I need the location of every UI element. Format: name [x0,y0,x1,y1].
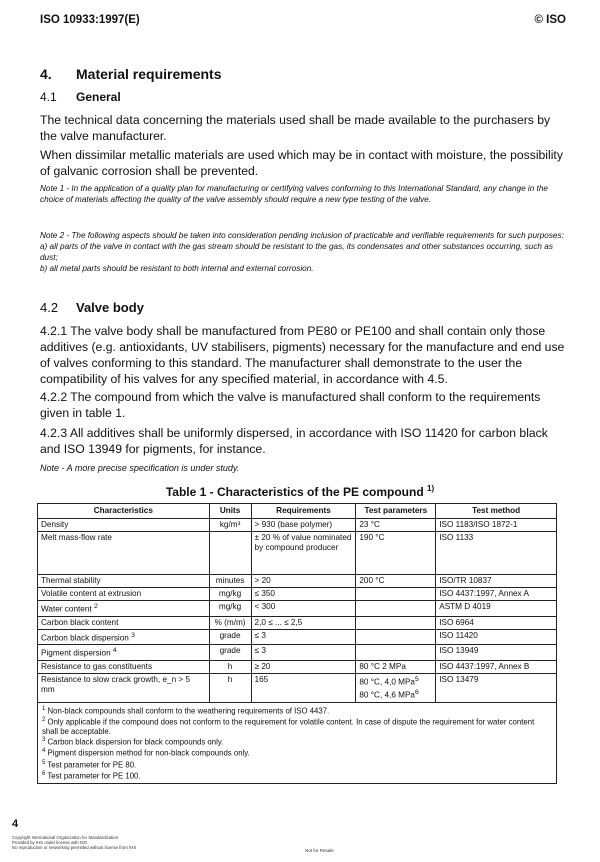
cell-units [209,616,251,629]
characteristic-text: Carbon black content [41,617,119,627]
characteristic-text: Carbon black dispersion [41,633,129,643]
table-row [38,629,557,645]
cell-characteristic [38,588,210,601]
method-text: ISO 13949 [439,646,479,656]
cell-units [209,601,251,617]
cell-requirement [251,674,356,702]
footnote-mark: 2 [93,603,98,610]
page-number: 4 [12,818,19,830]
params-text: 200 °C [359,576,385,585]
units-text: kg/m³ [219,520,241,529]
cell-test-method [436,661,557,674]
params-text: 190 °C [359,533,385,542]
table-row [38,575,557,588]
cell-test-parameters [356,616,436,629]
units-text: minutes [215,576,245,585]
method-text: ISO/TR 10837 [439,576,492,585]
table-header-row [38,504,557,519]
header-test-parameters: Test parameters [356,504,436,519]
cell-requirement [251,588,356,601]
cell-characteristic [38,661,210,674]
requirement-text: ≥ 20 [254,662,271,672]
section-number: 4. [40,66,52,82]
cell-units [209,674,251,702]
table-caption-footnote-mark: 1) [427,484,435,493]
cell-units [209,588,251,601]
footnote-mark: 3 [42,737,46,744]
note-2 [40,230,570,274]
section-number: 4.2 [40,300,59,315]
characteristic-text: Thermal stability [41,576,101,585]
requirement-text: < 300 [254,602,276,611]
cell-units [209,519,251,532]
cell-characteristic [38,629,210,645]
cell-characteristic [38,645,210,661]
cell-test-parameters [356,629,436,645]
cell-test-parameters [356,674,436,702]
copyright-mark: © ISO [534,14,566,26]
cell-characteristic [38,674,210,702]
cell-requirement [251,629,356,645]
footnote-mark: 2 [42,716,46,723]
method-text: ASTM D 4019 [439,602,491,611]
method-text: ISO 13479 [439,675,479,685]
note-1: Note 1 - In the application of a quality plan for manufacturing or certifying valves conforming to this International Standard, any change in the choice of materials affecting the quality of the valve assembly should require a new type testing of the valve. [40,184,548,204]
cell-test-method [436,601,557,617]
footnote-mark: 4 [42,748,46,755]
footnote-2 [42,716,552,737]
footnote-1 [42,705,552,716]
method-text: ISO 6964 [439,617,474,627]
note-under-study: Note - A more precise specification is under study. [40,463,240,473]
cell-requirement [251,661,356,674]
cell-units [209,532,251,575]
characteristic-text: Volatile content at extrusion [41,589,142,598]
cell-test-method [436,519,557,532]
units-text: h [227,675,233,685]
characteristic-text: Water content [41,604,92,614]
cell-test-parameters [356,532,436,575]
paragraph-4-2-2: 4.2.2 The compound from which the valve is manufactured shall conform to the requirements given in table 1. [40,390,541,420]
cell-characteristic [38,575,210,588]
footnote-mark: 5 [42,759,46,766]
params-text: 80 °C, 4,0 MPa [359,677,415,687]
cell-requirement [251,575,356,588]
cell-test-method [436,616,557,629]
method-text: ISO 4437:1997, Annex B [439,662,530,672]
cell-units [209,575,251,588]
requirement-text: ≤ 350 [254,589,275,598]
units-text: h [227,662,233,672]
requirement-text: ≤ 3 [254,646,266,656]
cell-units [209,645,251,661]
cell-characteristic [38,519,210,532]
cell-test-method [436,629,557,645]
table-row [38,645,557,661]
cell-requirement [251,601,356,617]
table-row [38,519,557,532]
pe-compound-table [37,503,557,784]
cell-requirement [251,645,356,661]
method-text: ISO 1133 [439,533,474,542]
footnote-mark: 6 [42,770,46,777]
cell-test-method [436,674,557,702]
note-2-intro: Note 2 - The following aspects should be taken into consideration pending inclusion of practicable and verifiable requirements for such purposes: [40,231,564,240]
cell-test-parameters [356,645,436,661]
method-text: ISO 1183/ISO 1872-1 [439,520,518,529]
requirement-text: > 930 (base polymer) [254,520,333,529]
cell-requirement [251,519,356,532]
header-units: Units [209,504,251,519]
cell-test-method [436,532,557,575]
cell-test-parameters [356,661,436,674]
table-row [38,616,557,629]
footnote-text: Non-black compounds shall conform to the weathering requirements of ISO 4437. [47,706,330,716]
units-text: % (m/m) [214,617,246,627]
characteristic-text: Resistance to slow crack growth, e_n > 5 mm [41,675,191,695]
footnote-text: Carbon black dispersion for black compounds only. [47,737,224,747]
cell-characteristic [38,601,210,617]
footnote-mark: 3 [131,631,135,639]
cell-test-parameters [356,575,436,588]
table-row [38,601,557,617]
cell-characteristic [38,616,210,629]
footnote-text: Pigment dispersion method for non-black compounds only. [47,749,250,759]
cell-characteristic [38,532,210,575]
not-for-resale: Not for Resale [305,848,334,853]
requirement-text: > 20 [254,576,271,585]
table-footnotes-row [38,702,557,783]
footnote-mark: 1 [42,705,46,712]
header-test-method: Test method [436,504,557,519]
method-text: ISO 11420 [439,630,478,640]
params-text: 23 °C [359,520,380,529]
cell-test-parameters [356,519,436,532]
note-2-item-b: b) all metal parts should be resistant to both internal and external corrosion. [40,264,314,273]
footnote-mark: 4 [112,647,117,655]
section-title: Valve body [76,300,144,315]
section-title: Material requirements [76,66,222,82]
footnote-5 [42,759,552,770]
table-row [38,532,557,575]
copyright-notice [12,835,136,850]
footnote-mark: 6 [415,688,419,696]
section-4-heading [40,66,222,82]
table-caption-text: Table 1 - Characteristics of the PE compound [165,485,424,499]
copyright-line: Copyright International Organization for Standardization [12,835,119,840]
units-text: grade [219,630,241,640]
cell-test-parameters [356,588,436,601]
units-text: mg/kg [218,589,242,598]
requirement-text: 165 [254,675,269,685]
params-text: 80 °C, 4,6 MPa [359,690,415,700]
characteristic-text: Pigment dispersion [41,649,111,659]
requirement-text: 2,0 ≤ ... ≤ 2,5 [254,617,303,627]
requirement-text: ≤ 3 [254,630,266,640]
cell-test-method [436,588,557,601]
table-row [38,588,557,601]
footnote-3 [42,736,552,747]
footnote-text: Test parameter for PE 100. [47,771,141,781]
units-text: mg/kg [218,602,242,611]
section-4-1-heading [40,90,121,104]
document-id: ISO 10933:1997(E) [40,14,140,26]
cell-test-method [436,645,557,661]
units-text: grade [219,646,241,656]
characteristic-text: Density [41,520,69,529]
paragraph-4-2-3: 4.2.3 All additives shall be uniformly dispersed, in accordance with ISO 11420 for carbon black and ISO 13949 for pigments, for instance. [40,426,548,456]
cell-units [209,661,251,674]
params-text: 80 °C 2 MPa [359,662,406,672]
cell-test-parameters [356,601,436,617]
requirement-text: ± 20 % of value nominated by compound producer [254,533,352,552]
cell-test-method [436,575,557,588]
copyright-line: Provided by IHS under license with ISO [12,840,88,845]
cell-units [209,629,251,645]
method-text: ISO 4437:1997, Annex A [439,589,529,598]
paragraph-4-2-1: 4.2.1 The valve body shall be manufactured from PE80 or PE100 and shall contain only those additives (e.g. antioxidants, UV stabilisers, pigments) necessary for the manufacture and end use of valves conforming to this standard. The manufacturer shall demonstrate to the user the compatibility of his valves for any specified material, in accordance with 4.5. [40,324,565,386]
cell-requirement [251,532,356,575]
cell-requirement [251,616,356,629]
header-characteristics: Characteristics [38,504,210,519]
characteristic-text: Melt mass-flow rate [41,533,112,542]
table-row [38,661,557,674]
section-4-2-heading [40,300,144,315]
footnote-6 [42,770,552,781]
footnote-text: Only applicable if the compound does not conform to the requirement for volatile content. In case of dispute the requirement for water content shall be acceptable. [42,717,535,736]
characteristic-text: Resistance to gas constituents [41,662,153,672]
footnote-text: Test parameter for PE 80. [47,760,137,770]
copyright-line: No reproduction or networking permitted without license from IHS [12,845,137,850]
table-1-caption [0,484,600,499]
table-footnotes [38,702,557,783]
footnote-4 [42,747,552,758]
table-row [38,674,557,702]
paragraph-technical-data: The technical data concerning the materials used shall be made available to the purchasers by the valve manufacturer. [40,113,551,143]
header-requirements: Requirements [251,504,356,519]
section-title: General [76,90,121,104]
paragraph-galvanic-corrosion: When dissimilar metallic materials are used which may be in contact with moisture, the possibility of galvanic corrosion shall be prevented. [40,148,563,178]
section-number: 4.1 [40,90,57,104]
note-2-item-a: a) all parts of the valve in contact with the gas stream should be resistant to the gas, its condensates and other substances occurring, such as dust; [40,242,553,262]
footnote-mark: 5 [415,676,419,684]
